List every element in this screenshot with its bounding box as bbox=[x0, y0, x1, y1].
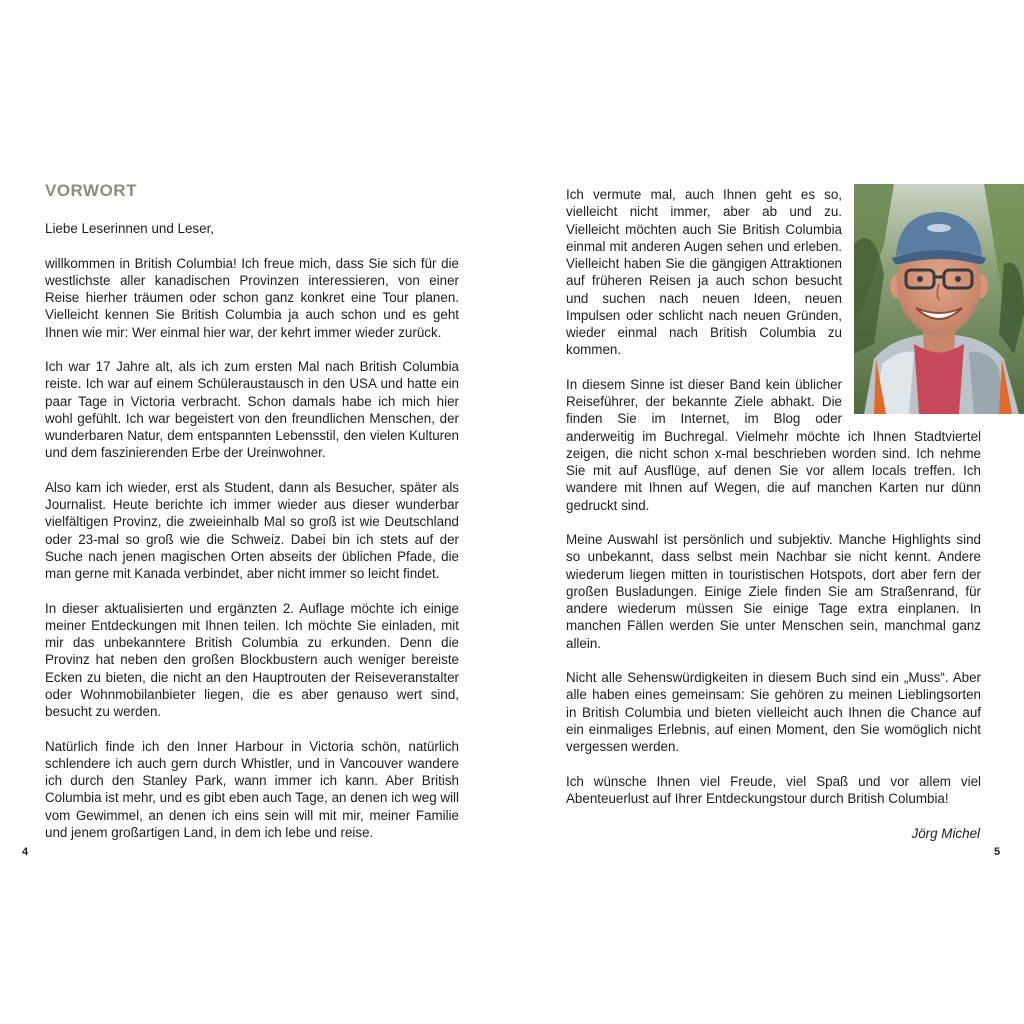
paragraph: Ich war 17 Jahre alt, als ich zum ersten Mal nach British Columbia reiste. Ich war auf einem Schüleraustausch in den USA und hatte ein paar Tage in Victoria verbracht. Schon damals habe ich mich hier wohl gefühlt. Ich war begeistert von den freundlichen Menschen, der wunderbaren Natur, dem entspannten Lebensstil, den vielen Kulturen und dem faszinierenden Erbe der Ureinwohner. bbox=[45, 359, 459, 461]
paragraph: In diesem Sinne ist dieser Band kein üblicher Reiseführer, der bekannte Ziele abhakt. Die finden Sie im Internet, im Blog oder anderweitig im Buchregal. Vielmehr möchte ich Ihnen Stadtviertel zeigen, die nicht schon x-mal beschrieben worden sind. Ich nehme Sie mit auf Ausflüge, auf denen Sie vor allem locals treffen. Ich wandere mit Ihnen auf Wegen, die auf manchen Karten nur dünn gedruckt sind. bbox=[566, 376, 981, 513]
paragraph: Meine Auswahl ist persönlich und subjektiv. Manche Highlights sind so unbekannt, dass selbst mein Nachbar sie nicht kennt. Andere wiederum liegen mitten in touristischen Hotspots, dort aber fern der großen Busladungen. Einige Ziele finden Sie am Straßenrand, für andere wiederum müssen Sie einige Tage extra einplanen. In manchen Fällen werden Sie unter Menschen sein, manchmal ganz allein. bbox=[566, 532, 981, 651]
paragraph: Natürlich finde ich den Inner Harbour in Victoria schön, natürlich schlendere ich auch gern durch Whistler, und in Vancouver wandere ich durch den Stanley Park, wann immer ich kann. Aber British Columbia ist mehr, und es gibt eben auch Tage, an denen ich weg will vom Gewimmel, an denen ich eins sein will mit mir, meiner Familie und jenem großartigen Land, in dem ich lebe und reise. bbox=[45, 738, 459, 840]
paragraph: Also kam ich wieder, erst als Student, dann als Besucher, später als Journalist. Heute berichte ich immer wieder aus dieser wunderbar vielfältigen Provinz, die zweieinhalb Mal so groß ist wie Deutschland oder 23-mal so groß wie die Schweiz. Dabei bin ich stets auf der Suche nach jenen magischen Orten abseits der üblichen Pfade, die man gerne mit Kanada verbindet, aber nicht immer so leicht findet. bbox=[45, 479, 459, 581]
page-number-right: 5 bbox=[994, 846, 1001, 858]
author-photo bbox=[854, 184, 1024, 414]
page-number-left: 4 bbox=[22, 846, 29, 858]
paragraph: Nicht alle Sehenswürdigkeiten in diesem Buch sind ein „Muss“. Aber alle haben eines gemeinsam: Sie gehören zu meinen Lieblingsorten in British Columbia und bieten vielleicht auch Ihnen die Chance auf ein einmaliges Erlebnis, auf einen Moment, den Sie womöglich nicht vergessen werden. bbox=[566, 670, 981, 754]
left-text-column bbox=[45, 220, 459, 858]
closing-paragraph: Ich wünsche Ihnen viel Freude, viel Spaß und vor allem viel Abenteuerlust auf Ihrer Entdeckungstour durch British Columbia! bbox=[566, 773, 981, 806]
author-signature: Jörg Michel bbox=[911, 826, 980, 841]
paragraph: willkommen in British Columbia! Ich freue mich, dass Sie sich für die westlichste aller kanadischen Provinzen interessieren, von einer Reise hierher träumen oder schon ganz konkret eine Tour planen. Vielleicht kennen Sie British Columbia ja auch schon und es geht Ihnen wie mir: Wer einmal hier war, der kehrt immer wieder zurück. bbox=[45, 255, 459, 340]
paragraph: Ich vermute mal, auch Ihnen geht es so, vielleicht nicht immer, aber ab und zu. Vielleicht möchten auch Sie British Columbia einmal mit anderen Augen sehen und erleben. Vielleicht haben Sie die gängigen Attraktionen auf früheren Reisen ja auch schon besucht und suchen nach neuen Ideen, neuen Impulsen oder schlicht nach neuen Gründen, wieder einmal nach British Columbia zu kommen. bbox=[566, 187, 842, 358]
paragraph: In dieser aktualisierten und ergänzten 2. Auflage möchte ich einige meiner Entdeckungen mit Ihnen teilen. Ich möchte Sie einladen, mit mir das unbekanntere British Columbia zu erkunden. Denn die Provinz hat neben den großen Blockbustern auch weniger bereiste Ecken zu bieten, die nicht an den Hauptrouten der Reiseveranstalter oder Wohnmobilanbieter liegen, die es aber genauso wert sind, besucht zu werden. bbox=[45, 600, 459, 719]
author-portrait-image bbox=[854, 184, 1024, 414]
right-text-column bbox=[566, 186, 981, 824]
chapter-heading: VORWORT bbox=[45, 181, 137, 200]
salutation: Liebe Leserinnen und Leser, bbox=[45, 221, 215, 236]
